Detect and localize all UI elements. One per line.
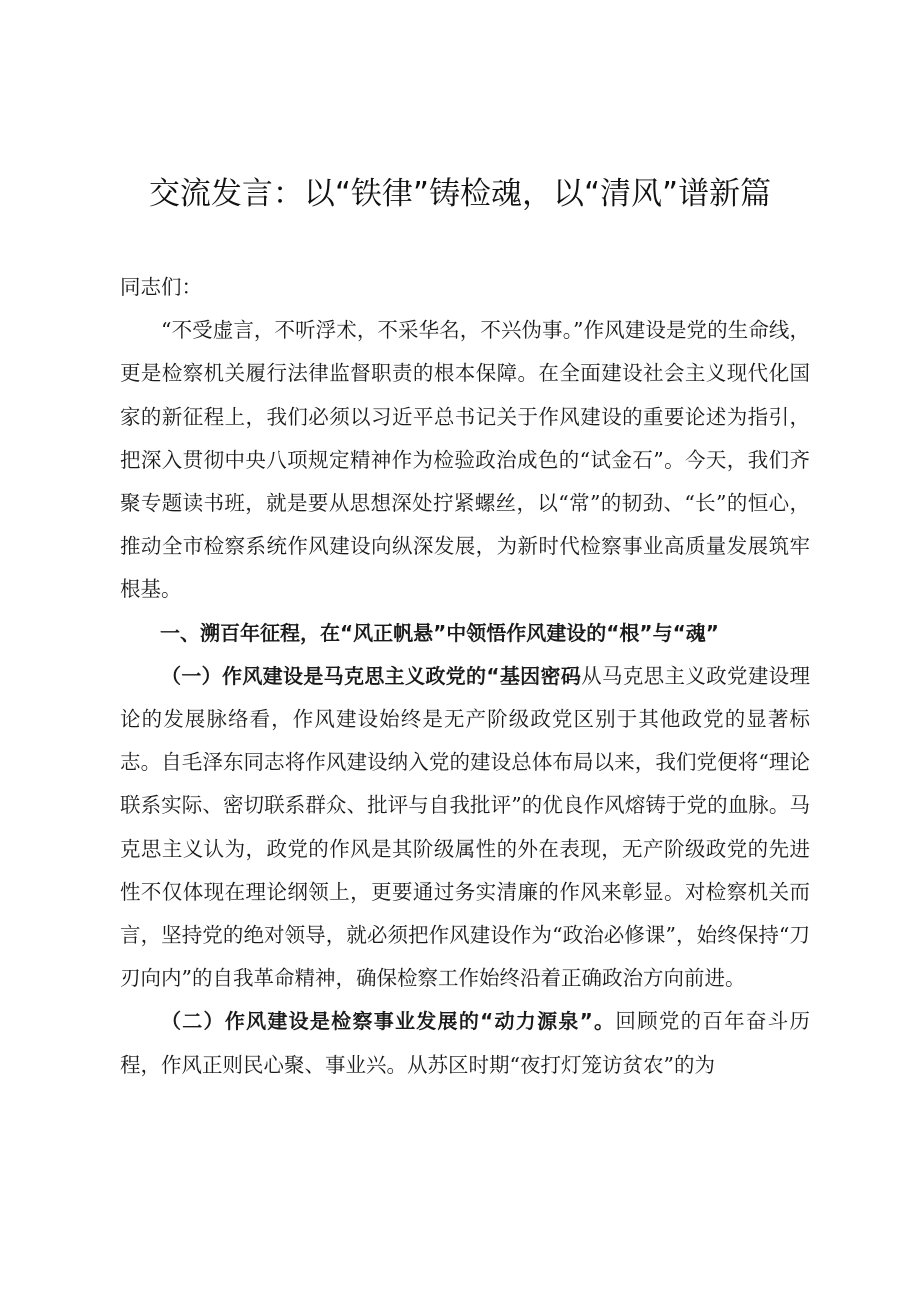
intro-paragraph: “不受虚言，不听浮术，不采华名，不兴伪事。”作风建设是党的生命线，更是检察机关履行法律监督职责的根本保障。在全面建设社会主义现代化国家的新征程上，我们必须以习近平总书记关于作风建设的重要论述为指引，把深入贯彻中央八项规定精神作为检验政治成色的“试金石”。今天，我们齐聚专题读书班，就是要从思想深处拧紧螺丝，以“常”的韧劲、“长”的恒心，推动全市检察系统作风建设向纵深发展，为新时代检察事业高质量发展筑牢根基。: [120, 318, 810, 602]
subsection-2-paragraph: [120, 1000, 810, 1086]
document-body: [120, 266, 810, 1087]
document-title: 交流发言：以“铁律”铸检魂，以“清风”谱新篇: [148, 176, 772, 212]
subsection-2-lead: （二）作风建设是检察事业发展的“动力源泉”。: [161, 1009, 616, 1034]
subsection-1-lead: （一）作风建设是马克思主义政党的“基因密码: [161, 663, 582, 688]
salutation: 同志们：: [120, 275, 202, 299]
subsection-2-body: 回顾党的百年奋斗历程，作风正则民心聚、事业兴。从苏区时期“夜打灯笼访贫农”的为: [120, 1009, 810, 1077]
subsection-1-paragraph: [120, 655, 810, 1001]
section-heading-1: 一、溯百年征程，在“风正帆悬”中领悟作风建设的“根”与“魂”: [160, 620, 719, 645]
subsection-1-body: 从马克思主义政党建设理论的发展脉络看，作风建设始终是无产阶级政党区别于其他政党的显著标志。自毛泽东同志将作风建设纳入党的建设总体布局以来，我们党便将“理论联系实际、密切联系群众、批评与自我批评”的优良作风熔铸于党的血脉。马克思主义认为，政党的作风是其阶级属性的外在表现，无产阶级政党的先进性不仅体现在理论纲领上，更要通过务实清廉的作风来彰显。对检察机关而言，坚持党的绝对领导，就必须把作风建设作为“政治必修课”，始终保持“刀刃向内”的自我革命精神，确保检察工作始终沿着正确政治方向前进。: [120, 663, 810, 991]
